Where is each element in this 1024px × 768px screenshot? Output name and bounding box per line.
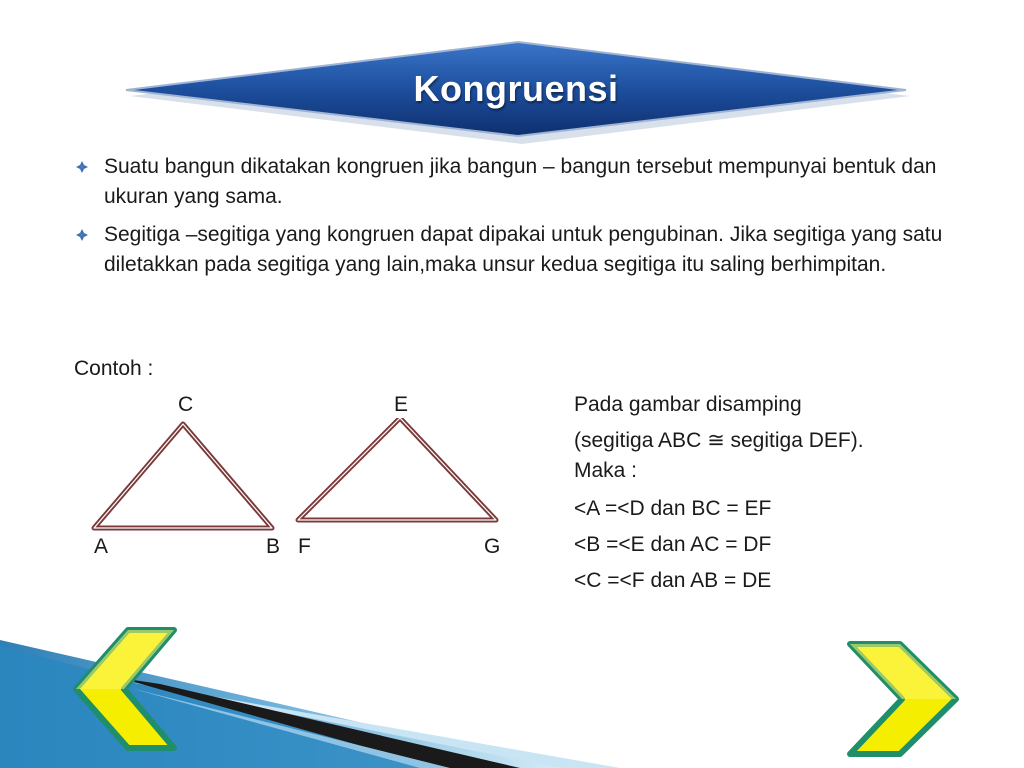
next-slide-button[interactable] [842, 640, 962, 758]
vertex-label-f: F [298, 535, 311, 558]
bullet-text: Suatu bangun dikatakan kongruen jika bangun – bangun tersebut mempunyai bentuk dan ukuran yang sama. [104, 155, 937, 208]
vertex-label-e: E [394, 393, 409, 416]
previous-slide-button[interactable] [66, 626, 178, 752]
vertex-label-c: C [178, 393, 194, 416]
slide-title: Kongruensi [413, 68, 619, 109]
congruent-triangles-figure [88, 418, 508, 533]
explanation-line-2: (segitiga ABC ≅ segitiga DEF). [574, 429, 864, 452]
bullet-item [76, 220, 956, 280]
bullet-list [76, 152, 956, 288]
vertex-label-a: A [94, 535, 109, 558]
triangle-def [298, 418, 496, 520]
example-label: Contoh : [74, 357, 154, 380]
chevron-left-icon [76, 630, 174, 748]
diamond-bullet-icon [76, 161, 88, 173]
explanation-line-5: <B =<E dan AC = DF [574, 533, 772, 556]
explanation-line-1: Pada gambar disamping [574, 393, 802, 416]
vertex-label-b: B [266, 535, 281, 558]
diamond-bullet-icon [76, 229, 88, 241]
chevron-right-icon [850, 644, 956, 754]
triangle-abc [94, 424, 272, 528]
explanation-line-3: Maka : [574, 459, 638, 482]
vertex-label-g: G [484, 535, 501, 558]
explanation-line-4: <A =<D dan BC = EF [574, 497, 772, 520]
bullet-item [76, 152, 956, 212]
bullet-text: Segitiga –segitiga yang kongruen dapat dipakai untuk pengubinan. Jika segitiga yang satu diletakkan pada segitiga yang lain,maka unsur kedua segitiga itu saling berhimpitan. [104, 223, 943, 276]
explanation-line-6: <C =<F dan AB = DE [574, 569, 772, 592]
